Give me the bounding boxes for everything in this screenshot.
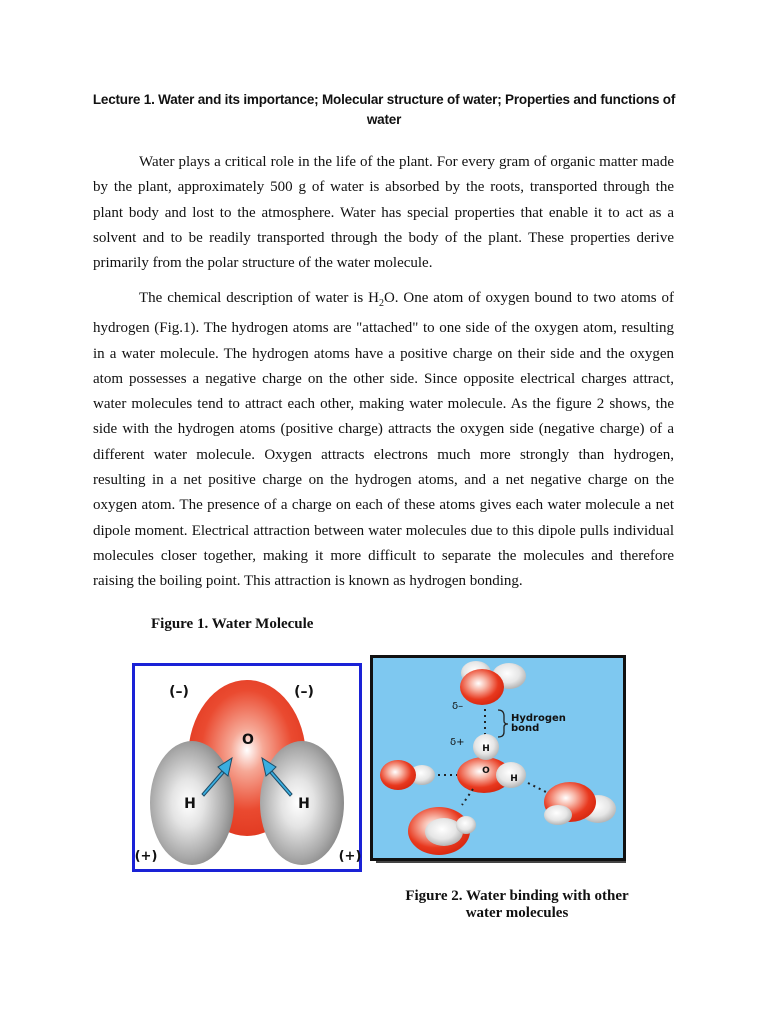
hydrogen-bond-label-2: bond [511, 723, 540, 734]
figure1-caption: Figure 1. Water Molecule [151, 616, 314, 632]
paragraph-water-role: Water plays a critical role in the life of the plant. For every gram of organic matter made by the plant, approximately 500 g of water is absorbed by the roots, transported through the plant body and lost to the atmosphere. Water has special properties that enable it to act as a solvent and to be readily transported through the body of the plant. These properties derive primarily from the polar structure of the water molecule. [93, 154, 674, 272]
pos-charge-right-label: (+) [338, 849, 362, 864]
center-o-label: O [482, 766, 490, 776]
para2-subscript: 2 [378, 298, 384, 309]
figure2-caption: Figure 2. Water binding with other water molecules [405, 888, 629, 921]
hydrogen-bond-label-1: Hydrogen [511, 713, 566, 724]
pos-charge-left-label: (+) [134, 849, 158, 864]
oxygen-label: O [242, 732, 254, 748]
lecture-title: Lecture 1. Water and its importance; Molecular structure of water; Properties and functions of water [92, 92, 676, 127]
hydrogen-left-label: H [184, 796, 196, 812]
neg-charge-left-label: (–) [169, 684, 189, 700]
neg-charge-right-label: (–) [294, 684, 314, 700]
figure2-hydrogen-bonding [370, 655, 630, 865]
center-h-top-label: H [482, 744, 490, 754]
hydrogen-right-label: H [298, 796, 310, 812]
paragraph-chemical-description [93, 286, 674, 595]
figure1-water-molecule [132, 663, 362, 872]
center-h-right-label: H [510, 774, 518, 784]
delta-minus-label: δ– [452, 701, 464, 712]
para2-text-rest: O. One atom of oxygen bound to two atoms of hydrogen (Fig.1). The hydrogen atoms are "attached" to one side of the oxygen atom, resulting in a water molecule. The hydrogen atoms have a positive charge on their side and the oxygen atom possesses a negative charge on the other side. Since opposite electrical charges attract, water molecules tend to attract each other, making water molecule. As the figure 2 shows, the side with the hydrogen atoms (positive charge) attracts the oxygen side (negative charge) of a different water molecule. Oxygen attracts electrons much more strongly than hydrogen, resulting in a net positive charge on the hydrogen atoms, and a net negative charge on the oxygen atom. The presence of a charge on each of these atoms gives each water molecule a net dipole moment. Electrical attraction between water molecules due to this dipole pulls individual molecules closer together, making it more difficult to separate the molecules and therefore raising the boiling point. This attraction is known as hydrogen bonding. [93, 290, 674, 590]
para2-text-start: The chemical description of water is H [139, 290, 379, 306]
delta-plus-label: δ+ [450, 737, 465, 748]
